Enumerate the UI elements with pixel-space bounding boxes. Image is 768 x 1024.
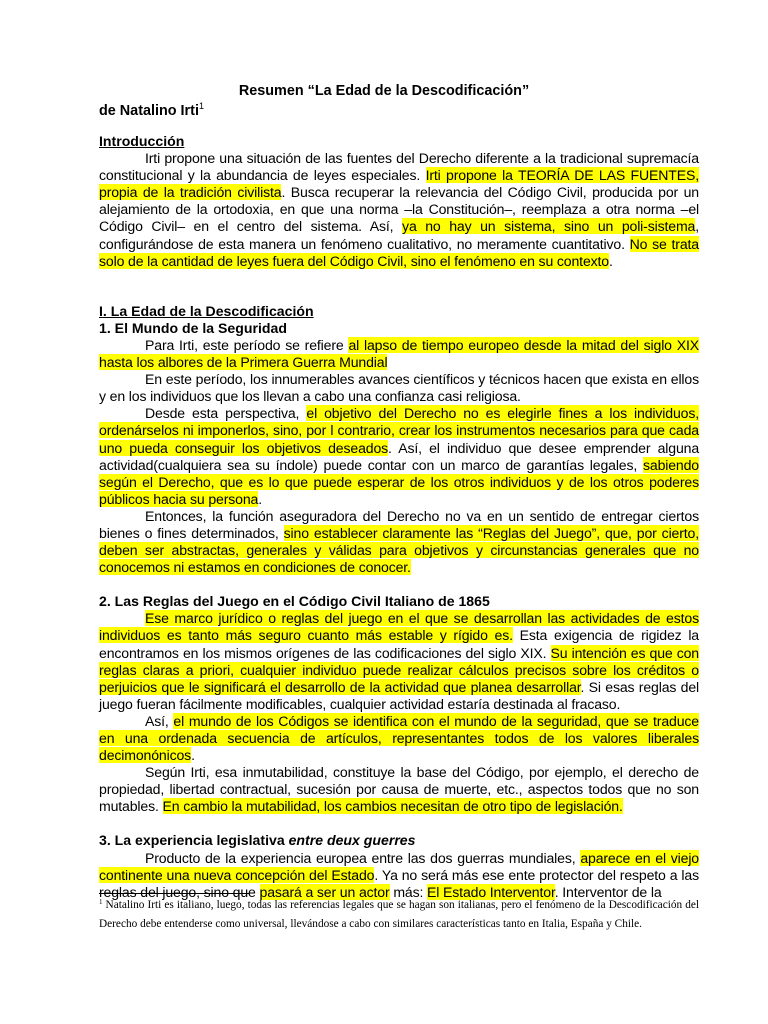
document-body <box>99 133 699 901</box>
document-title: Resumen “La Edad de la Descodificación” <box>238 83 530 99</box>
text-run: . Busca recuperar la relevancia del Código Civil, producida por un alejamiento de la ortodoxia, en que una norma –la Constitución–, reemplaza a otra norma –el Código Civil– en el centro del sistema. Así, <box>99 184 699 235</box>
subsection-1-heading: 1. El Mundo de la Seguridad <box>99 319 287 336</box>
highlighted-text: sino establecer claramente las “Reglas del Juego”, que, por cierto, deben ser abstractas, generales y válidas para objetivos y circunstancias generales que no conocemos ni estamos en condiciones de conocer. <box>99 524 700 576</box>
footnote-text: Natalino Irti es italiano, luego, todas las referencias legales que se hagan son italianas, pero el fenómeno de la Descodificación del Derecho debe entenderse como universal, llevándose a cabo con similares características tanto en Italia, España y Chile. <box>99 899 699 930</box>
text-run: Según Irti, esa inmutabilidad, constituye la base del Código, por ejemplo, el derecho de propiedad, libertad contractual, sucesión por causa de muerte, etc., aspectos todos que no son mutables. <box>99 764 699 815</box>
highlighted-text: En cambio la mutabilidad, los cambios necesitan de otro tipo de legislación. <box>162 798 623 815</box>
highlighted-text: ya no hay un sistema, sino un poli-sistema <box>402 218 696 235</box>
text-run: más: <box>389 883 428 900</box>
text-run: . Ya no será más ese ente protector del respeto a las reglas del juego, sino que <box>99 866 699 900</box>
highlighted-text: Su intención es que con reglas claras a priori, cualquier individuo puede realizar cálculos precisos sobre los créditos o perjuicios que le significará el desarrollo de la actividad que planea desarrollar <box>99 644 699 695</box>
heading-italic-text: entre deux guerres <box>288 832 416 849</box>
paragraph <box>99 610 699 713</box>
highlighted-text: aparece en el viejo continente una nueva concepción del Estado <box>99 849 699 883</box>
text-run: Desde esta perspectiva, <box>145 405 307 422</box>
document-author <box>99 102 204 120</box>
text-run: . <box>258 490 262 507</box>
intro-paragraph <box>99 150 699 270</box>
spacer <box>99 815 699 832</box>
highlighted-text: sabiendo según el Derecho, que es lo que puede esperar de los otros individuos y de los otros poderes públicos hacia su persona <box>99 456 699 507</box>
subsection-2-heading: 2. Las Reglas del Juego en el Código Civil Italiano de 1865 <box>99 593 490 610</box>
subsection-3-heading <box>99 832 699 849</box>
highlighted-text: el objetivo del Derecho no es elegirle fines a los individuos, ordenárselos ni imponerlos, sino, por l contrario, crear los instrumentos necesarios para que cada uno pueda conseguir los objetivos deseados <box>99 405 699 456</box>
highlighted-text: Irti propone la TEORÍA DE LAS FUENTES, propia de la tradición civilista <box>99 167 699 201</box>
footnote-ref[interactable]: 1 <box>198 101 204 111</box>
text-run: . Así, el individuo que desee emprender alguna actividad(cualquiera sea su índole) puede contar con un marco de garantías legales, <box>99 439 700 473</box>
paragraph <box>99 337 699 371</box>
text-run: Irti propone una situación de las fuentes del Derecho diferente a la tradicional supremacía constitucional y la abundancia de leyes especiales. <box>99 150 699 184</box>
text-run: . <box>608 252 613 269</box>
paragraph <box>99 371 699 405</box>
highlighted-text: pasará a ser un actor <box>259 883 390 900</box>
footnote-number: 1 <box>99 898 103 906</box>
paragraph <box>99 764 699 815</box>
author-name: de Natalino Irti <box>99 103 199 119</box>
text-run: . Si esas reglas del juego fueran fácilmente modificables, cualquier actividad estaría destinada al fracaso. <box>99 678 699 712</box>
text-run: . <box>191 747 195 764</box>
paragraph <box>99 508 699 576</box>
highlighted-text: Ese marco jurídico o reglas del juego en el que se desarrollan las actividades de estos individuos es tanto más seguro cuanto más estable y rígido es. <box>99 610 699 644</box>
text-run: Esta exigencia de rigidez la encontramos en los mismos orígenes de las codificaciones del siglo XIX. <box>99 627 699 661</box>
text-run: Producto de la experiencia europea entre las dos guerras mundiales, <box>145 849 581 866</box>
text-run: En este período, los innumerables avances científicos y técnicos hacen que exista en ellos y en los individuos que los llevan a cabo una confianza casi religiosa. <box>99 371 699 405</box>
text-run: Para Irti, este período se refiere <box>145 336 349 353</box>
footnote-separator <box>99 893 249 894</box>
text-run: . Interventor de la <box>554 883 662 900</box>
intro-heading: Introducción <box>99 133 185 149</box>
highlighted-text: al lapso de tiempo europeo desde la mitad del siglo XIX hasta los albores de la Primera Guerra Mundial <box>99 336 699 371</box>
footnote <box>99 896 699 933</box>
highlighted-text: el mundo de los Códigos se identifica con el mundo de la seguridad, que se traduce en una ordenada secuencia de artículos, representantes todos de los valores liberales decimonónicos <box>99 712 699 764</box>
text-run: Entonces, la función aseguradora del Derecho no va en un sentido de entregar ciertos bienes o fines determinados, <box>99 507 699 541</box>
section-1-heading: I. La Edad de la Descodificación <box>99 302 314 319</box>
paragraph <box>99 713 699 764</box>
text-run: , configurándose de esta manera un fenómeno cualitativo, no meramente cuantitativo. <box>99 218 699 252</box>
paragraph <box>99 405 699 508</box>
highlighted-text: No se trata solo de la cantidad de leyes fuera del Código Civil, sino el fenómeno en su contexto <box>99 235 699 269</box>
spacer <box>99 270 699 303</box>
heading-text: 3. La experiencia legislativa <box>99 832 289 849</box>
spacer <box>99 576 699 593</box>
text-run: Así, <box>145 712 174 729</box>
highlighted-text: El Estado Interventor <box>427 883 555 900</box>
